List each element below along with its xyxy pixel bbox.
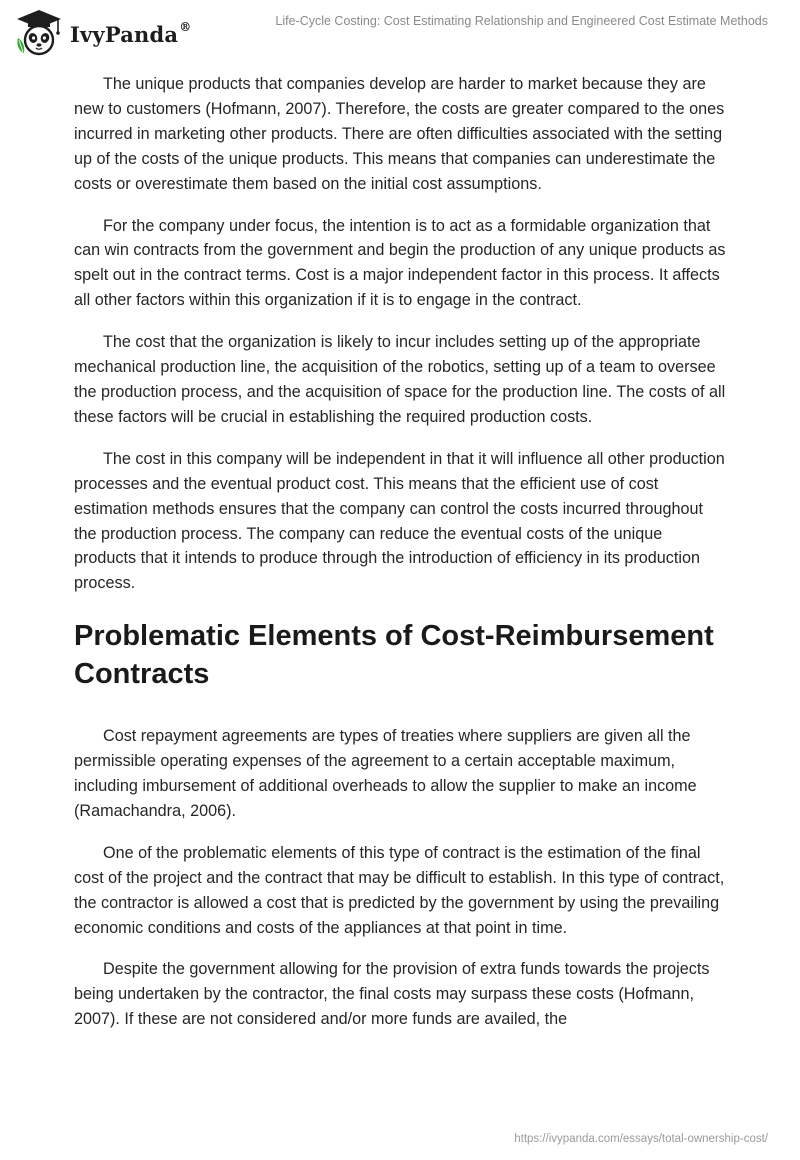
brand-registered-mark: ®: [179, 19, 192, 34]
ivypanda-logo[interactable]: [14, 8, 191, 56]
document-title: Life-Cycle Costing: Cost Estimating Relationship and Engineered Cost Estimate Methods: [275, 14, 768, 28]
page-header: [0, 0, 800, 60]
paragraph: The unique products that companies develop are harder to market because they are new to customers (Hofmann, 2007). Therefore, the costs are greater compared to the ones incurred in marketing other products. There are often difficulties associated with the setting up of the costs of the unique products. This means that companies can underestimate the costs or overestimate them based on the initial cost assumptions.: [74, 75, 725, 193]
panda-graduate-icon: [14, 8, 64, 56]
brand-name: [70, 19, 192, 47]
paragraph: Despite the government allowing for the provision of extra funds towards the projects being undertaken by the contractor, the final costs may surpass these costs (Hofmann, 2007). If these are not considered and/or more funds are availed, the: [74, 960, 710, 1029]
source-url[interactable]: https://ivypanda.com/essays/total-ownership-cost/: [514, 1133, 768, 1145]
section-heading: Problematic Elements of Cost-Reimbursement Contracts: [74, 620, 714, 690]
paragraph: One of the problematic elements of this type of contract is the estimation of the final cost of the project and the contract that may be difficult to establish. In this type of contract, the contractor is allowed a cost that is predicted by the government by using the prevailing economic conditions and costs of the appliances at that point in time.: [74, 843, 725, 937]
paragraph: Cost repayment agreements are types of treaties where suppliers are given all the permissible operating expenses of the agreement to a certain acceptable maximum, including imbursement of additional overheads to allow the supplier to make an income (Ramachandra, 2006).: [74, 727, 697, 820]
paragraph: For the company under focus, the intention is to act as a formidable organization that can win contracts from the government and begin the production of any unique products as spelt out in the contract terms. Cost is a major independent factor in this process. It affects all other factors within this organization if it is to engage in the contract.: [74, 216, 726, 310]
paragraph: The cost that the organization is likely to incur includes setting up of the appropriate mechanical production line, the acquisition of the robotics, setting up of a team to oversee the production process, and the acquisition of space for the production line. The costs of all these factors will be crucial in establishing the required production costs.: [74, 333, 726, 426]
essay-content: [74, 72, 728, 1049]
paragraph: The cost in this company will be independent in that it will influence all other production processes and the eventual product cost. This means that the efficient use of cost estimation methods ensures that the company can control the costs incurred throughout the production process. The company can reduce the eventual costs of the unique products that it intends to produce through the introduction of efficiency in its production process.: [74, 449, 725, 593]
brand-name-text: IvyPanda: [70, 21, 179, 47]
